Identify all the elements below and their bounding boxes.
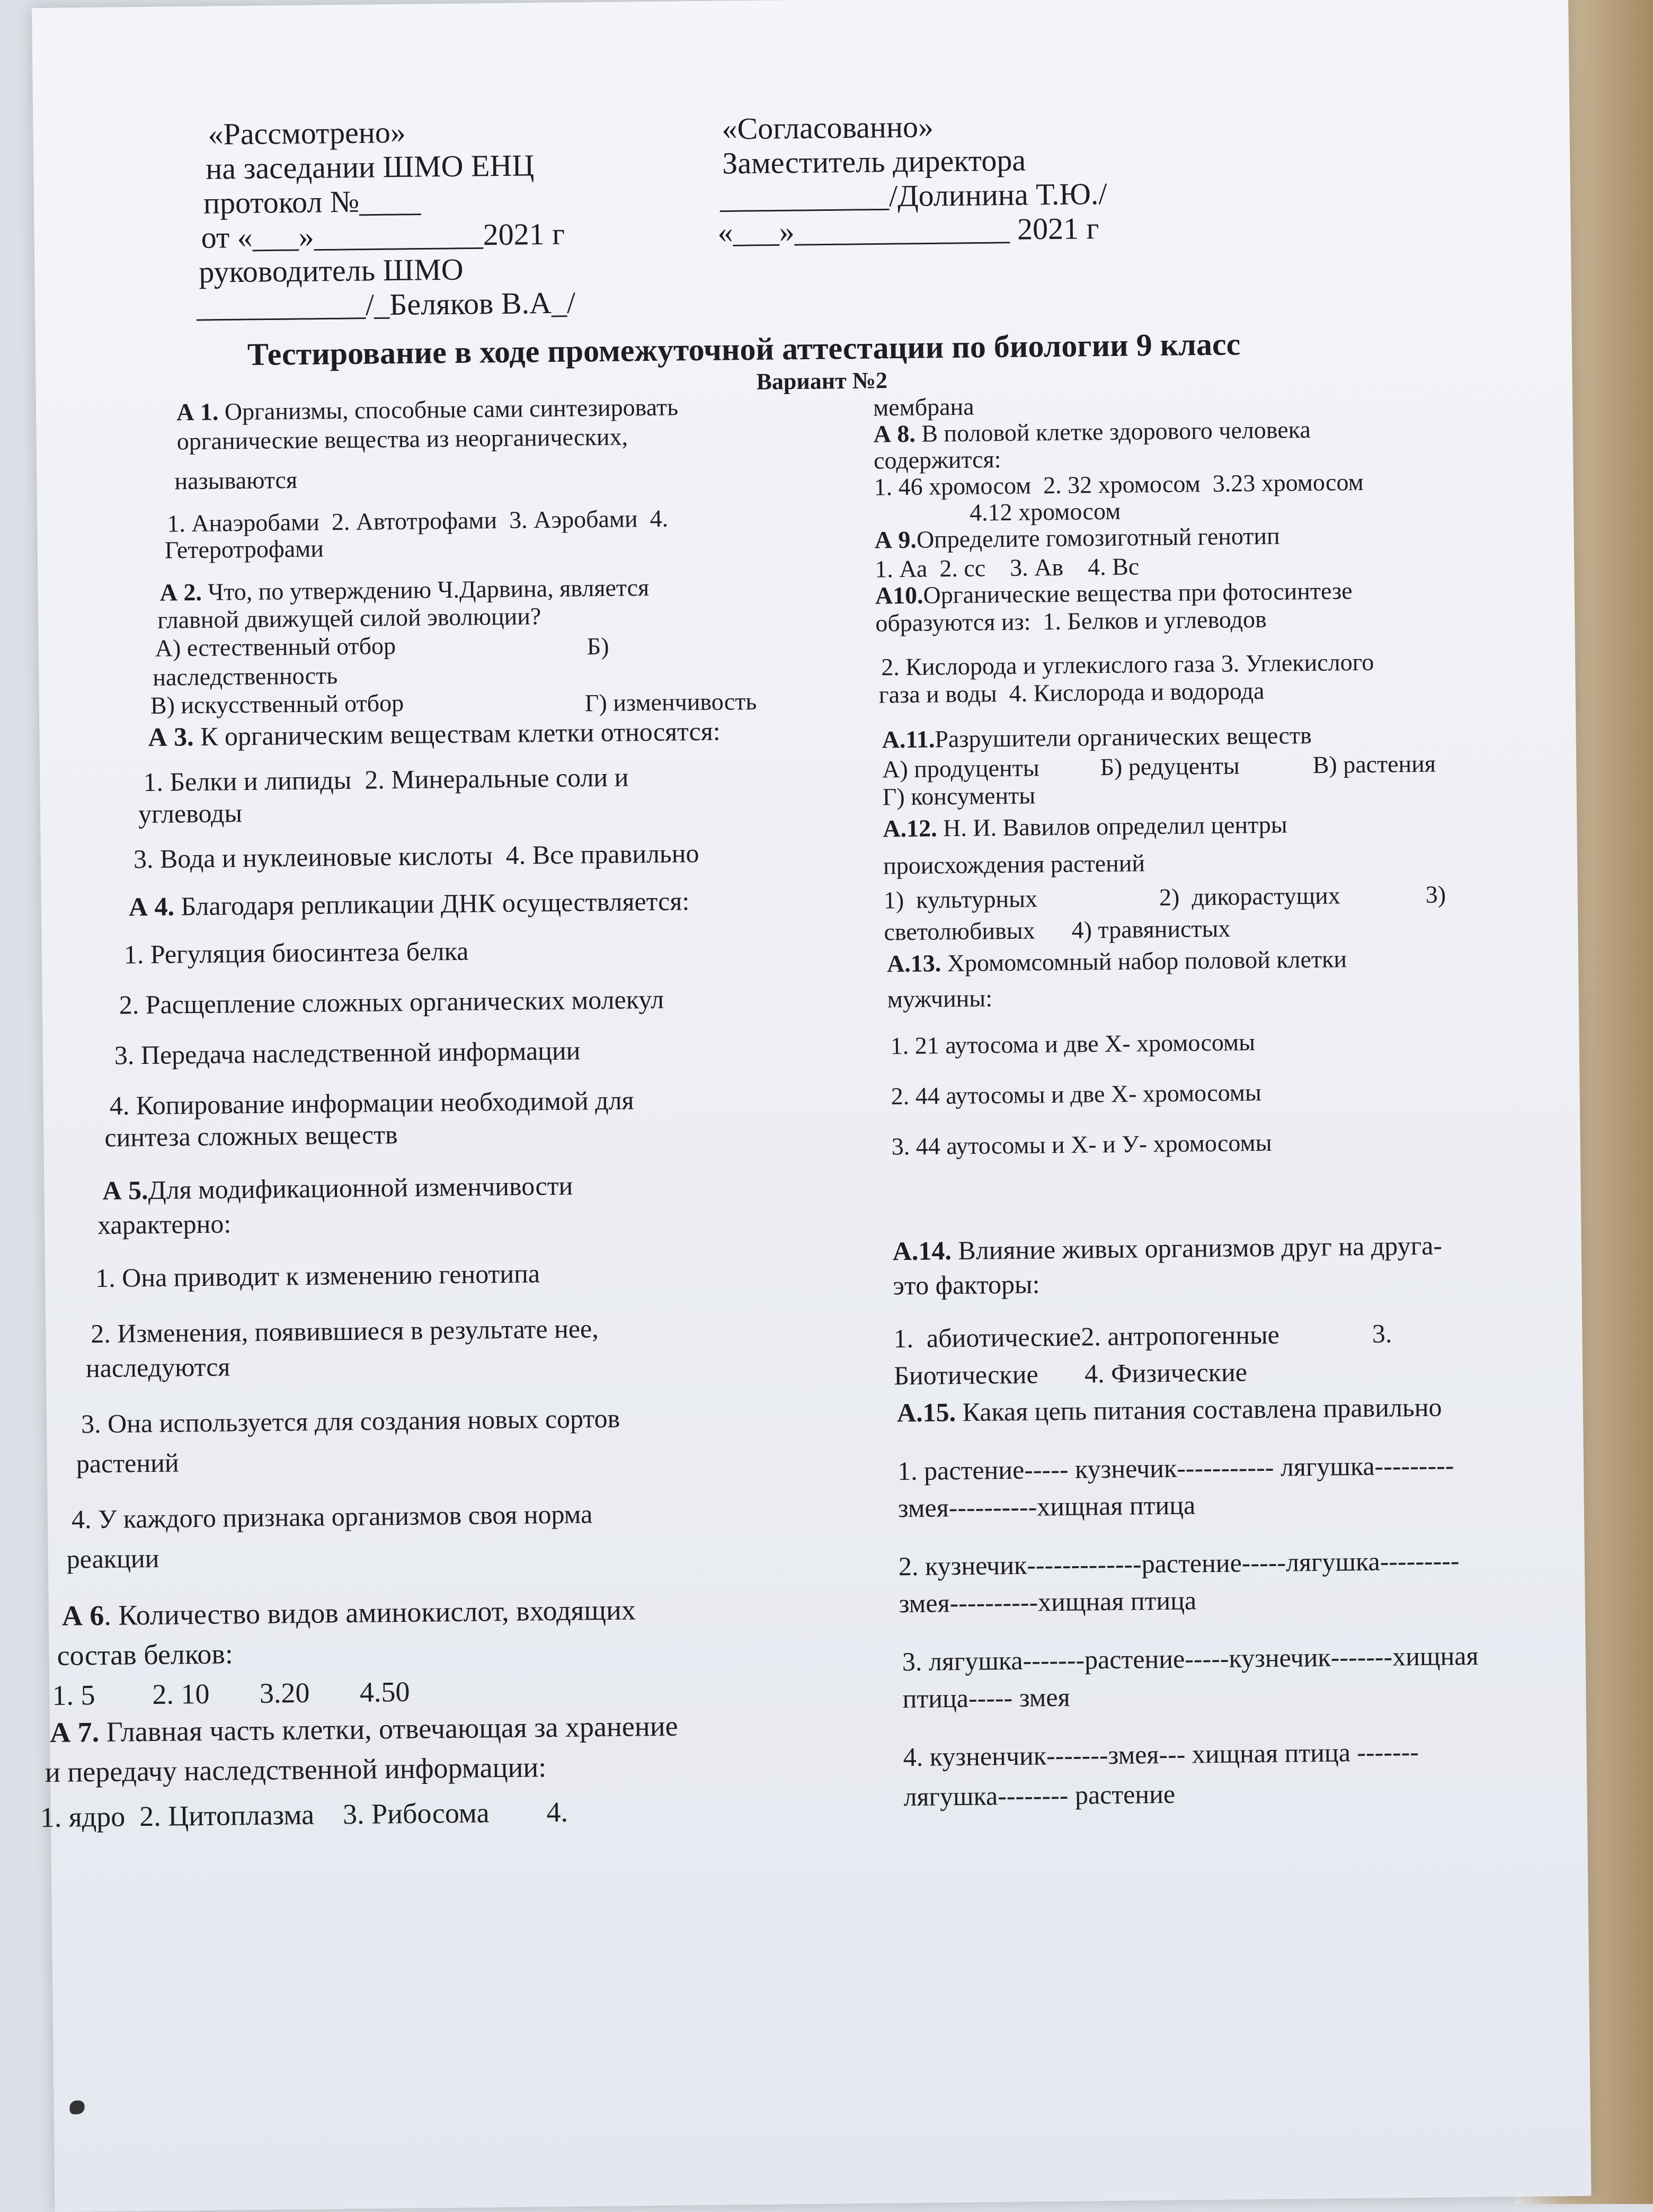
question-a15-option4: 4. кузненчик-------змея--- хищная птица ------- <box>903 1736 1419 1772</box>
question-a9: А 9.Определите гомозиготный генотип <box>874 522 1280 554</box>
question-a2-option-b: Б) <box>586 632 609 660</box>
document-page <box>32 0 1591 2212</box>
question-a5-line2: характерно: <box>97 1209 232 1240</box>
question-a13-option1: 1. 21 аутосома и две Х- хромосомы <box>890 1028 1256 1060</box>
question-a6-line2: состав белков: <box>57 1638 234 1672</box>
question-a10-options: 2. Кислорода и углекислого газа 3. Углекислого <box>881 648 1374 681</box>
question-a4-option4: 4. Копирование информации необходимой для <box>109 1085 634 1121</box>
question-a5-option3b: растений <box>76 1447 179 1479</box>
question-a3-option1: 1. Белки и липиды 2. Минеральные соли и <box>143 762 629 797</box>
question-a15-option2: 2. кузнечик-------------растение-----лягушка--------- <box>898 1545 1460 1582</box>
header-right-line3: ___________/Долинина Т.Ю./ <box>719 176 1107 215</box>
question-a1-options: 1. Анаэробами 2. Автотрофами 3. Аэробами 4. <box>167 504 669 537</box>
question-a7-line2: и передачу наследственной информации: <box>45 1751 547 1789</box>
page-title: Тестирование в ходе промежуточной аттестации по биологии 9 класс <box>247 326 1241 372</box>
question-a4-option1: 1. Регуляция биосинтеза белка <box>123 936 469 970</box>
question-a10: А10.Органические вещества при фотосинтезе <box>875 577 1353 609</box>
question-a6: А 6. Количество видов аминокислот, входящих <box>61 1594 636 1632</box>
question-a3-option3: 3. Вода и нуклеиновые кислоты 4. Все правильно <box>133 838 699 874</box>
question-a11: А.11.Разрушители органических веществ <box>882 721 1312 753</box>
question-a4-option4b: синтеза сложных веществ <box>104 1120 398 1152</box>
question-a15-option2b: змея----------хищная птица <box>899 1585 1197 1619</box>
question-a5-option3: 3. Она используется для создания новых сортов <box>81 1403 620 1439</box>
question-a11-options: А) продуценты Б) редуценты В) растения <box>882 750 1436 783</box>
question-a4-option3: 3. Передача наследственной информации <box>114 1035 581 1070</box>
question-a13-option2: 2. 44 аутосомы и две Х- хромосомы <box>891 1078 1262 1110</box>
question-a8-options-2: 4.12 хромосом <box>969 497 1121 526</box>
header-right-line4: «___»______________ 2021 г <box>717 211 1099 250</box>
question-a2-option-g: Г) изменчивость <box>584 687 757 717</box>
question-a7-continuation: мембрана <box>873 393 974 421</box>
question-a5-option4b: реакции <box>66 1543 159 1574</box>
question-a2-line2: главной движущей силой эволюции? <box>157 602 541 634</box>
question-a12: А.12. Н. И. Вавилов определил центры <box>883 811 1287 842</box>
question-a15-option3: 3. лягушка-------растение-----кузнечик-------хищная <box>902 1640 1479 1677</box>
question-a2: А 2. Что, по утверждению Ч.Дарвина, является <box>159 574 650 606</box>
question-a15: А.15. Какая цепь питания составлена правильно <box>896 1392 1442 1428</box>
question-a15-option4b: лягушка-------- растение <box>903 1779 1176 1812</box>
question-a5-option2: 2. Изменения, появившиеся в результате нее, <box>90 1313 599 1349</box>
question-a14-options: 1. абиотические2. антропогенные 3. <box>893 1318 1392 1354</box>
header-left-line5: руководитель ШМО <box>198 252 464 289</box>
question-a12-options: 1) культурных 2) дикорастущих 3) <box>883 881 1446 914</box>
question-a2-option-v: В) искусственный отбор <box>150 689 404 719</box>
question-a14-line2: это факторы: <box>893 1269 1040 1301</box>
question-a13: А.13. Хромомсомный набор половой клетки <box>886 945 1347 978</box>
question-a13-option3: 3. 44 аутосомы и Х- и У- хромосомы <box>891 1129 1272 1160</box>
question-a7: А 7. Главная часть клетки, отвечающая за хранение <box>49 1710 678 1749</box>
question-a3: А 3. К органическим веществам клетки относятся: <box>148 716 721 752</box>
question-a6-options: 1. 5 2. 10 3.20 4.50 <box>52 1675 410 1711</box>
question-a8-options: 1. 46 хромосом 2. 32 хромосом 3.23 хромосом <box>874 468 1364 501</box>
question-a15-option3b: птица----- змея <box>902 1682 1070 1714</box>
question-a12-options-2: светолюбивых 4) травянистых <box>884 914 1231 946</box>
header-left-line4: от «___»___________2021 г <box>201 216 565 255</box>
question-a7-options: 1. ядро 2. Цитоплазма 3. Рибосома 4. <box>40 1796 568 1834</box>
question-a15-option1b: змея----------хищная птица <box>897 1490 1196 1523</box>
question-a1-options-2: Гетеротрофами <box>164 535 324 564</box>
question-a5-option4: 4. У каждого признака организмов своя норма <box>71 1499 593 1534</box>
question-a8: А 8. В половой клетке здорового человека <box>873 415 1311 448</box>
header-right-line1: «Согласованно» <box>722 109 934 146</box>
question-a4: А 4. Благодаря репликации ДНК осуществляется: <box>128 886 690 922</box>
question-a11-options-2: Г) консументы <box>882 781 1036 811</box>
question-a4-option2: 2. Расщепление сложных органических молекул <box>119 984 664 1020</box>
question-a5: А 5.Для модификационной изменчивости <box>102 1170 573 1205</box>
header-left-line2: на заседании ШМО ЕНЦ <box>205 148 535 186</box>
question-a12-line2: происхождения растений <box>883 849 1145 880</box>
question-a2-option-b-text: наследственность <box>153 662 338 691</box>
question-a1: А 1. Организмы, способные сами синтезировать <box>176 393 679 426</box>
question-a5-option2b: наследуются <box>85 1352 230 1383</box>
question-a8-line2: содержится: <box>873 446 1001 474</box>
question-a14: А.14. Влияние живых организмов друг на друга- <box>892 1230 1443 1266</box>
question-a1-line3: называются <box>174 466 298 495</box>
header-left-line1: «Рассмотрено» <box>208 114 406 152</box>
question-a14-options-2: Биотические 4. Физические <box>893 1357 1248 1391</box>
ink-mark <box>69 2100 84 2114</box>
question-a2-option-a: А) естественный отбор <box>155 632 396 662</box>
question-a9-options: 1. Аа 2. сс 3. Ав 4. Вс <box>874 553 1140 583</box>
variant-label: Вариант №2 <box>756 367 888 395</box>
question-a10-line2: образуются из: 1. Белков и углеводов <box>875 605 1267 637</box>
question-a10-options-2: газа и воды 4. Кислорода и водорода <box>878 677 1265 708</box>
header-left-line3: протокол №____ <box>203 183 421 220</box>
question-a15-option1: 1. растение----- кузнечик----------- лягушка--------- <box>897 1450 1454 1486</box>
question-a1-line2: органические вещества из неорганических, <box>176 423 628 455</box>
header-right-line2: Заместитель директора <box>722 143 1026 181</box>
question-a13-line2: мужчины: <box>887 984 993 1013</box>
header-left-line6: ___________/_Беляков В.А_/ <box>196 285 576 324</box>
question-a3-option1b: углеводы <box>138 798 243 829</box>
question-a5-option1: 1. Она приводит к изменению генотипа <box>95 1258 540 1293</box>
